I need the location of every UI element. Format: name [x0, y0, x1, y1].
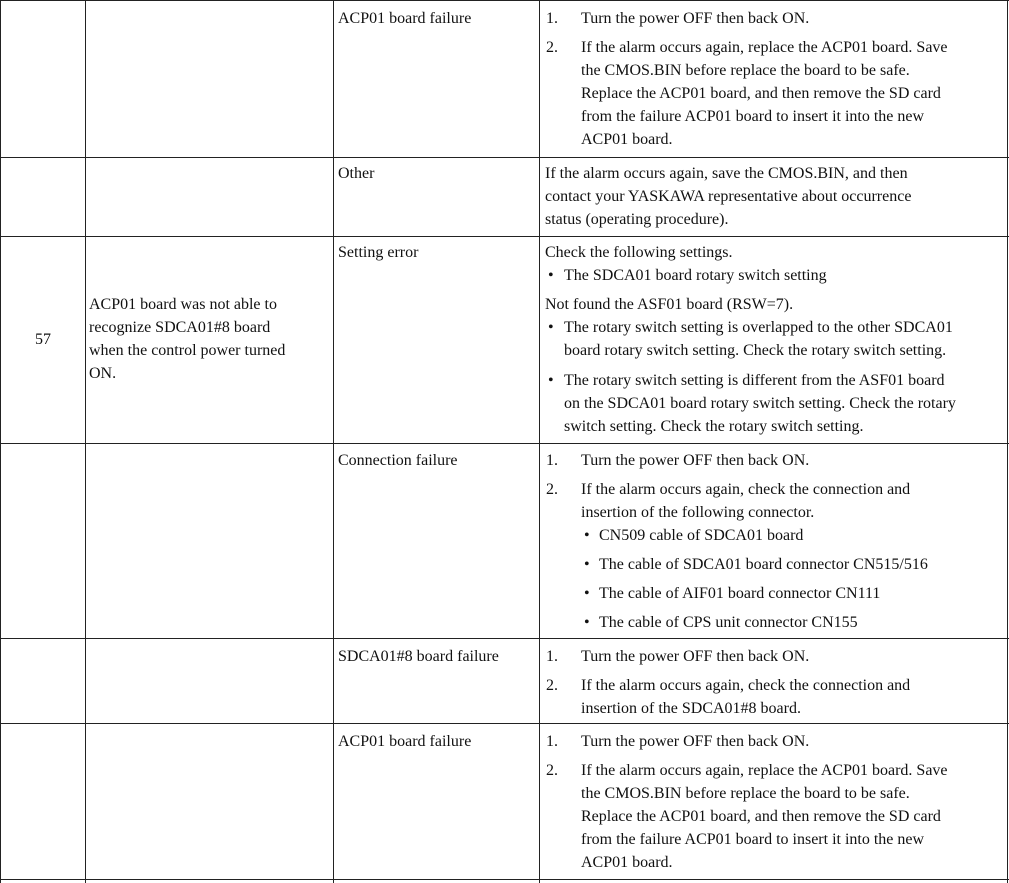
- remedy-text: Not found the ASF01 board (RSW=7).: [545, 296, 794, 313]
- bullet: •: [548, 267, 554, 284]
- remedy-text: Replace the ACP01 board, and then remove the SD card: [581, 808, 941, 825]
- table-border-right: [1007, 0, 1008, 883]
- remedy-text: insertion of the following connector.: [581, 504, 815, 521]
- remedy-text: If the alarm occurs again, save the CMOS.BIN, and then: [545, 165, 908, 182]
- step-number: 2.: [546, 677, 558, 694]
- connector-item: The cable of AIF01 board connector CN111: [599, 585, 881, 602]
- row-divider: [0, 0, 1009, 1]
- remedy-text: If the alarm occurs again, replace the ACP01 board. Save: [581, 39, 948, 56]
- bullet: •: [584, 585, 590, 602]
- row-divider: [0, 723, 1009, 724]
- remedy-text: from the failure ACP01 board to insert it into the new: [581, 831, 925, 848]
- step-number: 2.: [546, 762, 558, 779]
- cause-text: ACP01 board failure: [338, 10, 472, 27]
- bullet: •: [584, 614, 590, 631]
- bullet: •: [584, 556, 590, 573]
- column-divider: [539, 0, 540, 883]
- row-divider: [0, 638, 1009, 639]
- cause-text: Other: [338, 165, 375, 182]
- remedy-text: Turn the power OFF then back ON.: [581, 733, 810, 750]
- connector-item: CN509 cable of SDCA01 board: [599, 527, 804, 544]
- remedy-text: on the SDCA01 board rotary switch setting. Check the rotary: [564, 395, 956, 412]
- alarm-meaning: ON.: [89, 365, 117, 382]
- remedy-text: The rotary switch setting is overlapped to the other SDCA01: [564, 319, 953, 336]
- remedy-text: Replace the ACP01 board, and then remove the SD card: [581, 85, 941, 102]
- remedy-text: status (operating procedure).: [545, 211, 729, 228]
- connector-item: The cable of SDCA01 board connector CN515/516: [599, 556, 928, 573]
- step-number: 1.: [546, 733, 558, 750]
- remedy-text: If the alarm occurs again, check the connection and: [581, 677, 911, 694]
- remedy-text: the CMOS.BIN before replace the board to be safe.: [581, 62, 910, 79]
- connector-item: The cable of CPS unit connector CN155: [599, 614, 858, 631]
- alarm-meaning: recognize SDCA01#8 board: [89, 319, 271, 336]
- row-divider: [0, 157, 1009, 158]
- row-divider: [0, 236, 1009, 237]
- remedy-text: If the alarm occurs again, replace the ACP01 board. Save: [581, 762, 948, 779]
- remedy-text: insertion of the SDCA01#8 board.: [581, 700, 801, 717]
- step-number: 1.: [546, 452, 558, 469]
- remedy-text: from the failure ACP01 board to insert it into the new: [581, 108, 925, 125]
- remedy-text: The rotary switch setting is different from the ASF01 board: [564, 372, 945, 389]
- remedy-text: switch setting. Check the rotary switch setting.: [564, 418, 864, 435]
- column-divider: [85, 0, 86, 883]
- remedy-text: The SDCA01 board rotary switch setting: [564, 267, 827, 284]
- bullet: •: [548, 319, 554, 336]
- remedy-text: ACP01 board.: [581, 131, 673, 148]
- bullet: •: [548, 372, 554, 389]
- cause-text: Connection failure: [338, 452, 458, 469]
- column-divider: [333, 0, 334, 883]
- cause-text: ACP01 board failure: [338, 733, 472, 750]
- cause-text: SDCA01#8 board failure: [338, 648, 499, 665]
- step-number: 2.: [546, 39, 558, 56]
- bullet: •: [584, 527, 590, 544]
- cause-text: Setting error: [338, 244, 419, 261]
- step-number: 1.: [546, 10, 558, 27]
- remedy-text: board rotary switch setting. Check the rotary switch setting.: [564, 342, 947, 359]
- alarm-number: 57: [35, 331, 51, 348]
- alarm-meaning: when the control power turned: [89, 342, 286, 359]
- remedy-text: Turn the power OFF then back ON.: [581, 10, 810, 27]
- alarm-meaning: ACP01 board was not able to: [89, 296, 277, 313]
- remedy-text: Turn the power OFF then back ON.: [581, 648, 810, 665]
- remedy-text: Check the following settings.: [545, 244, 733, 261]
- remedy-text: ACP01 board.: [581, 854, 673, 871]
- row-divider: [0, 879, 1009, 880]
- step-number: 1.: [546, 648, 558, 665]
- table-border-left: [0, 0, 1, 883]
- step-number: 2.: [546, 481, 558, 498]
- remedy-text: Turn the power OFF then back ON.: [581, 452, 810, 469]
- remedy-text: If the alarm occurs again, check the connection and: [581, 481, 911, 498]
- remedy-text: the CMOS.BIN before replace the board to be safe.: [581, 785, 910, 802]
- remedy-text: contact your YASKAWA representative about occurrence: [545, 188, 912, 205]
- row-divider: [0, 443, 1009, 444]
